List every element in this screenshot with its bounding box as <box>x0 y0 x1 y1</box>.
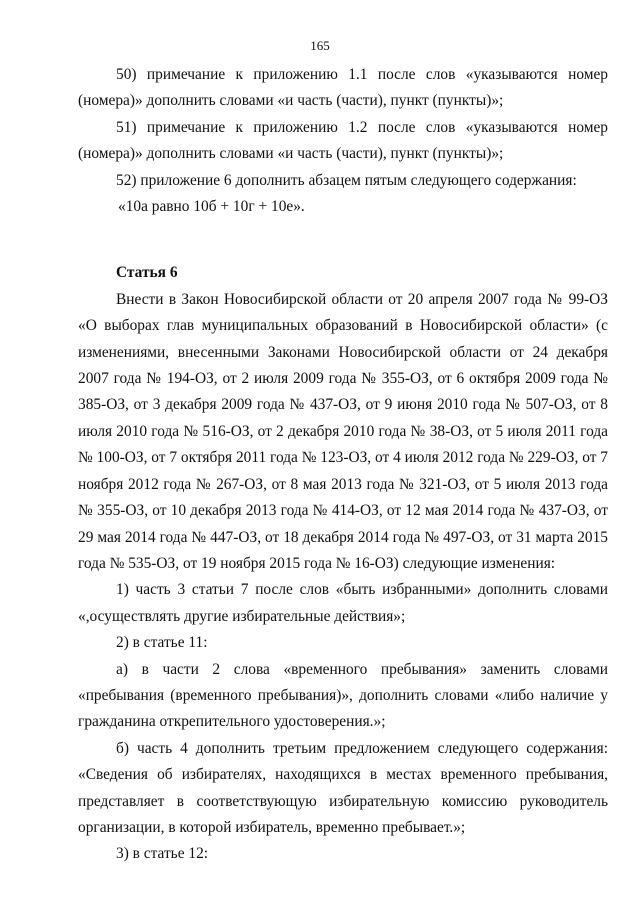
change-item-2b: б) часть 4 дополнить третьим предложением следующего содержания: «Сведения об избирателях, находящихся в местах временного пребывания, представляет в соответствующую избирательную комиссию руководитель организации, в которой избиратель, временно пребывает.»; <box>78 739 608 836</box>
article-heading: Статья 6 <box>116 264 178 282</box>
paragraph-item-50: 50) примечание к приложению 1.1 после слов «указываются номер (номера)» дополнить словами «и часть (части), пункт (пункты)»; <box>78 66 608 110</box>
document-body <box>78 62 608 868</box>
change-item-2a: а) в части 2 слова «временного пребывания» заменить словами «пребывания (временного пребывания)», дополнить словами «либо наличие у гражданина открепительного удостоверения.»; <box>78 660 608 731</box>
paragraph-item-52: 52) приложение 6 дополнить абзацем пятым следующего содержания: <box>116 171 577 189</box>
change-item-1: 1) часть 3 статьи 7 после слов «быть избранными» дополнить словами «,осуществлять другие избирательные действия»; <box>78 581 608 625</box>
paragraph-item-51: 51) примечание к приложению 1.2 после слов «указываются номер (номера)» дополнить словами «и часть (части), пункт (пункты)»; <box>78 118 608 163</box>
page-number: 165 <box>310 38 330 53</box>
article-intro-paragraph: Внести в Закон Новосибирской области от 20 апреля 2007 года № 99-ОЗ «О выборах глав муниципальных образований в Новосибирской области» (с изменениями, внесенными Законами Новосибирской области от 24 декабря 2007 года № 194-ОЗ, от 2 июля 2009 года № 355-ОЗ, от 6 октября 2009 года № 385-ОЗ, от 3 декабря 2009 года № 437-ОЗ, от 9 июня 2010 года № 507-ОЗ, от 8 июля 2010 года № 516-ОЗ, от 2 декабря 2010 года № 38-ОЗ, от 5 июля 2011 года № 100-ОЗ, от 7 октября 2011 года № 123-ОЗ, от 4 июля 2012 года № 229-ОЗ, от 7 ноября 2012 года № 267-ОЗ, от 8 мая 2013 года № 321-ОЗ, от 5 июля 2013 года № 355-ОЗ, от 10 декабря 2013 года № 414-ОЗ, от 12 мая 2014 года № 437-ОЗ, от 29 мая 2014 года № 447-ОЗ, от 18 декабря 2014 года № 497-ОЗ, от 31 марта 2015 года № 535-ОЗ, от 19 ноября 2015 года № 16-ОЗ) следующие изменения: <box>78 290 608 572</box>
formula-text: «10а равно 10б + 10г + 10е». <box>118 198 305 216</box>
change-item-3: 3) в статье 12: <box>116 845 209 863</box>
change-item-2: 2) в статье 11: <box>116 634 208 652</box>
